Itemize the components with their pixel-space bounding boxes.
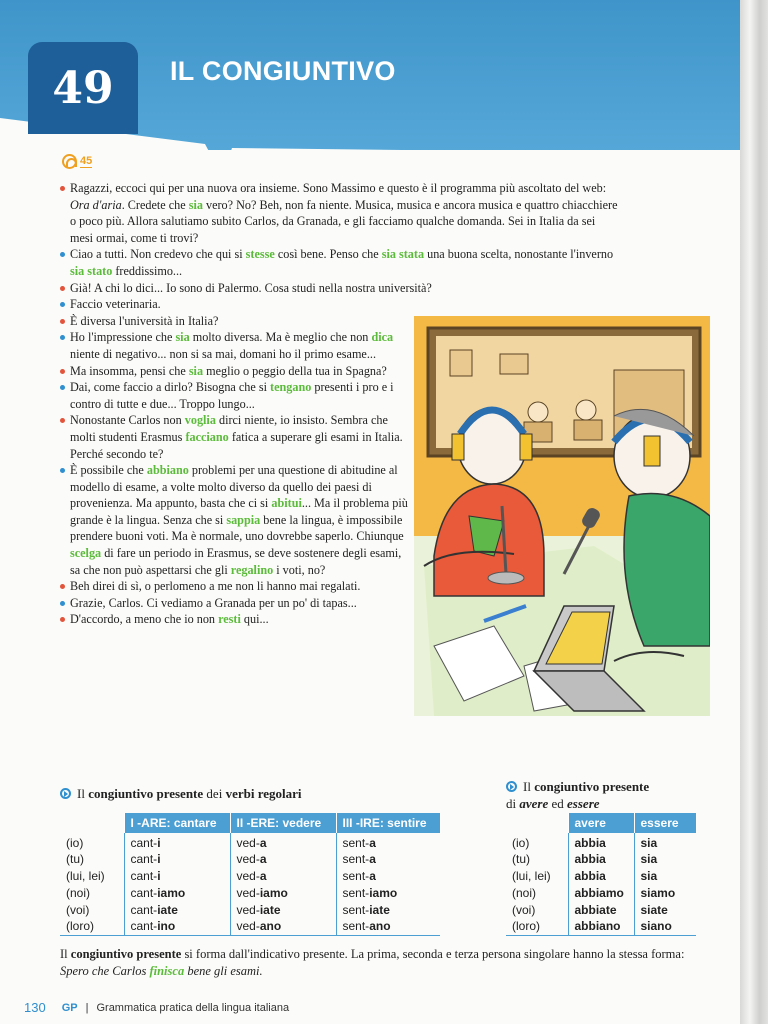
rule-example: bene gli esami. <box>184 964 263 978</box>
table-row <box>60 918 440 935</box>
subjunctive-verb: stesse <box>245 247 275 262</box>
dialogue-text: Ora d'aria <box>70 197 122 212</box>
heading-bold: congiuntivo presente <box>88 786 204 801</box>
verb-ending: iamo <box>369 885 398 900</box>
rule-bold: congiuntivo presente <box>70 947 182 961</box>
dialogue-text: . Credete che <box>121 197 189 212</box>
table-row <box>506 833 696 850</box>
dialogue-text: Ragazzi, eccoci qui per una nuova ora insieme. Sono Massimo e questo è il programma più ascoltato del web: <box>70 181 607 195</box>
dialogue-text: vero? No? Beh, non fa niente. Musica, musica e ancora musica e quattro chiacchiere o poco più. Allora salutiamo subito Carlos, da Granada, e gli facciamo qualche domanda. Sei in Italia da sei mesi ormai, come ti trovi? <box>70 197 618 245</box>
dialogue-text: bene la lingua, è impossibile prendere buoni voti. Ma è normale, uno dovrebbe saperlo. Chiunque <box>70 512 404 544</box>
dialogue-text: È diversa l'università in Italia? <box>70 313 219 328</box>
table-row <box>506 884 696 901</box>
subjunctive-verb: voglia <box>184 413 216 428</box>
conjugation-cell <box>230 884 336 901</box>
heading-bold: verbi regolari <box>225 786 302 801</box>
dialogue-text: Grazie, Carlos. Ci vediamo a Granada per un po' di tapas... <box>70 595 357 610</box>
conjugation-cell-essere: sia <box>640 868 658 883</box>
arrow-bullet-icon <box>60 788 71 799</box>
verb-stem: ved- <box>236 885 260 900</box>
verb-ending: ino <box>157 919 176 934</box>
conjugation-cell <box>124 850 230 867</box>
subjunctive-verb: abitui <box>271 496 302 511</box>
pronoun-cell: (noi) <box>506 884 568 901</box>
audio-track-number: 45 <box>80 155 93 167</box>
dialogue-text: così bene. Penso che <box>274 247 382 262</box>
conjugation-cell-essere: siano <box>634 918 696 935</box>
conjugation-cell <box>336 850 440 867</box>
conjugation-cell <box>124 918 230 935</box>
pronoun-cell: (loro) <box>60 918 124 935</box>
dialogue-text: dirci niente, io insisto. Sembra che molti studenti Erasmus <box>70 413 388 444</box>
verb-stem: ved- <box>236 868 260 883</box>
rule-example: Spero che Carlos <box>60 964 150 978</box>
conjugation-cell-essere: sia <box>640 835 658 850</box>
verb-ending: i <box>157 835 161 850</box>
heading-verb-essere: essere <box>567 796 600 811</box>
dialogue-text: Nonostante Carlos non <box>70 413 185 428</box>
pronoun-cell: (io) <box>506 833 568 850</box>
table-row <box>506 867 696 884</box>
verb-stem: ved- <box>236 835 260 850</box>
dialogue-text: D'accordo, a meno che io non <box>70 612 219 627</box>
subjunctive-verb: tengano <box>270 380 312 395</box>
dialogue-line <box>60 280 620 297</box>
subjunctive-verb: sia stata <box>381 247 425 262</box>
dialogue-text: Faccio veterinaria. <box>70 297 161 312</box>
table-header-blank <box>60 813 124 833</box>
conjugation-cell <box>336 918 440 935</box>
subjunctive-verb: regalino <box>230 562 274 577</box>
rule-text: Il <box>60 947 71 961</box>
regular-verbs-heading <box>60 786 302 802</box>
dialogue-text: niente di negativo... non si sa mai, domani ho il primo esame... <box>70 346 376 361</box>
subjunctive-verb: sia <box>188 197 203 212</box>
audio-track-marker[interactable] <box>62 154 92 169</box>
dialogue-text: Già! A chi lo dici... Io sono di Palermo. Cosa studi nella nostra università? <box>70 280 432 295</box>
verb-stem: sent- <box>342 835 370 850</box>
heading-text: di <box>506 796 520 811</box>
subjunctive-verb: facciano <box>185 429 229 444</box>
verb-ending: iamo <box>157 885 186 900</box>
heading-verb-avere: avere <box>519 796 549 811</box>
conjugation-cell <box>336 884 440 901</box>
pronoun-cell: (tu) <box>60 850 124 867</box>
conjugation-cell <box>230 867 336 884</box>
conjugation-cell-avere: abbiano <box>568 918 634 935</box>
pronoun-cell: (io) <box>60 833 124 850</box>
subjunctive-verb: resti <box>218 612 241 627</box>
verb-ending: i <box>157 868 161 883</box>
conjugation-cell <box>124 901 230 918</box>
subjunctive-verb: sia <box>188 363 204 378</box>
page-footer <box>24 1000 289 1015</box>
subjunctive-verb: sappia <box>226 512 261 527</box>
table-row <box>60 833 440 850</box>
verb-ending: ano <box>259 919 282 934</box>
unit-title: IL CONGIUNTIVO <box>170 56 396 86</box>
conjugation-cell-essere: siate <box>640 902 668 917</box>
verb-stem: cant- <box>130 919 158 934</box>
dialogue-text: di fare un periodo in Erasmus, se deve sostenere degli esami, sa che non può aspettarsi che gli <box>70 546 402 577</box>
dialogue-text: È possibile che <box>70 463 147 478</box>
dialogue-text: meglio o peggio della tua in Spagna? <box>203 363 387 378</box>
unit-number: 49 <box>52 62 114 114</box>
table-header-ire: III -IRE: sentire <box>336 813 440 833</box>
verb-ending: i <box>157 851 161 866</box>
dialogue-line <box>60 246 620 279</box>
conjugation-cell <box>336 833 440 850</box>
conjugation-cell <box>230 850 336 867</box>
verb-ending: iate <box>369 902 390 917</box>
verb-stem: cant- <box>130 851 158 866</box>
pronoun-cell: (tu) <box>506 850 568 867</box>
pronoun-cell: (voi) <box>60 901 124 918</box>
subjunctive-verb: sia stato <box>70 263 113 278</box>
grammar-rule-note <box>60 946 700 980</box>
headphones-icon <box>62 154 77 169</box>
rule-text: si forma dall'indicativo presente. La prima, seconda e terza persona singolare hanno la stessa forma: <box>181 947 685 961</box>
table-header-ere: II -ERE: vedere <box>230 813 336 833</box>
verb-stem: cant- <box>130 885 158 900</box>
table-row <box>60 901 440 918</box>
conjugation-cell <box>336 901 440 918</box>
verb-ending: a <box>259 868 267 883</box>
dialogue-text: i voti, no? <box>273 562 326 577</box>
table-row <box>60 884 440 901</box>
conjugation-cell-essere: sia <box>640 851 658 866</box>
verb-ending: a <box>369 851 376 866</box>
conjugation-cell <box>230 901 336 918</box>
conjugation-cell-essere: siamo <box>640 885 676 900</box>
conjugation-cell <box>124 884 230 901</box>
heading-bold: congiuntivo presente <box>534 779 650 794</box>
conjugation-cell-avere: abbia <box>568 850 634 867</box>
dialogue-text: una buona scelta, nonostante l'inverno <box>424 247 614 262</box>
table-header-essere: essere <box>634 813 696 833</box>
dialogue-text: Dai, come faccio a dirlo? Bisogna che si <box>70 380 271 395</box>
pronoun-cell: (lui, lei) <box>506 867 568 884</box>
table-header-avere: avere <box>568 813 634 833</box>
dialogue-text: freddissimo... <box>112 263 183 278</box>
irregular-verbs-table <box>506 813 697 936</box>
pronoun-cell: (voi) <box>506 901 568 918</box>
page-number: 130 <box>24 1000 46 1015</box>
conjugation-cell-avere: abbiamo <box>568 884 634 901</box>
verb-ending: iamo <box>259 885 288 900</box>
verb-ending: a <box>369 835 376 850</box>
verb-stem: sent- <box>342 919 370 934</box>
conjugation-cell <box>124 867 230 884</box>
table-row <box>60 850 440 867</box>
verb-stem: ved- <box>236 902 260 917</box>
rule-example-highlight: finisca <box>149 964 185 978</box>
dialogue-text: Ho l'impressione che <box>70 330 176 345</box>
subjunctive-verb: abbiano <box>146 463 189 478</box>
dialogue-text: qui... <box>240 612 269 627</box>
conjugation-cell <box>230 918 336 935</box>
conjugation-cell-avere: abbiate <box>568 901 634 918</box>
regular-verbs-table <box>60 813 441 936</box>
dialogue-text: presenti i pro e i contro di tutte e due... Troppo lungo... <box>70 380 394 411</box>
dialogue-line <box>60 296 620 313</box>
table-row <box>506 918 696 935</box>
table-header-row <box>60 813 440 833</box>
verb-ending: ano <box>369 919 391 934</box>
table-header-blank <box>506 813 568 833</box>
table-row <box>506 901 696 918</box>
radio-studio-illustration <box>414 316 710 716</box>
pronoun-cell: (lui, lei) <box>60 867 124 884</box>
verb-ending: a <box>259 835 267 850</box>
verb-stem: cant- <box>130 868 158 883</box>
verb-ending: a <box>259 851 267 866</box>
verb-stem: sent- <box>342 902 370 917</box>
verb-stem: cant- <box>130 835 158 850</box>
verb-stem: sent- <box>342 885 370 900</box>
verb-ending: a <box>369 868 376 883</box>
heading-text: Il <box>77 786 89 801</box>
dialogue-line <box>60 180 620 246</box>
subjunctive-verb: dica <box>371 330 394 345</box>
subjunctive-verb: scelga <box>70 546 102 561</box>
table-row <box>60 867 440 884</box>
conjugation-cell-avere: abbia <box>568 833 634 850</box>
dialogue-text: Ma insomma, pensi che <box>70 363 189 378</box>
verb-stem: ved- <box>236 919 260 934</box>
verb-ending: iate <box>157 902 178 917</box>
conjugation-cell <box>230 833 336 850</box>
conjugation-cell <box>336 867 440 884</box>
dialogue-text: problemi per una questione di abitudine al modello di esame, a volte molto diverso da quello dei paesi di provenienza. Ma appunto, basta che ci si <box>70 463 398 511</box>
dialogue-text: Beh direi di sì, o perlomeno a me non li hanno mai regalati. <box>70 579 361 594</box>
table-row <box>506 850 696 867</box>
irregular-verbs-heading <box>506 778 649 812</box>
heading-text: dei <box>203 786 226 801</box>
subjunctive-verb: sia <box>175 330 190 345</box>
dialogue-text: Ciao a tutti. Non credevo che qui si <box>70 247 246 262</box>
dialogue-text: molto diversa. Ma è meglio che non <box>189 330 372 345</box>
footer-separator: | <box>85 1001 89 1014</box>
verb-stem: sent- <box>342 851 370 866</box>
pronoun-cell: (loro) <box>506 918 568 935</box>
brand-logo: GP <box>61 1001 78 1014</box>
dialogue-text: fatica a superare gli esami in Italia. Perché secondo te? <box>70 429 403 461</box>
pronoun-cell: (noi) <box>60 884 124 901</box>
verb-ending: iate <box>259 902 281 917</box>
arrow-bullet-icon <box>506 781 517 792</box>
heading-text: Il <box>523 779 535 794</box>
table-header-are: I -ARE: cantare <box>124 813 230 833</box>
table-header-row <box>506 813 696 833</box>
heading-text: ed <box>548 796 568 811</box>
dialogue-text: ... Ma il problema più grande è la lingua. Senza che si <box>70 496 408 527</box>
book-spine <box>740 0 768 1024</box>
verb-stem: cant- <box>130 902 158 917</box>
verb-stem: sent- <box>342 868 370 883</box>
conjugation-cell-avere: abbia <box>568 867 634 884</box>
conjugation-cell <box>124 833 230 850</box>
book-title: Grammatica pratica della lingua italiana <box>96 1001 290 1014</box>
unit-number-box <box>28 42 138 134</box>
verb-stem: ved- <box>236 851 260 866</box>
